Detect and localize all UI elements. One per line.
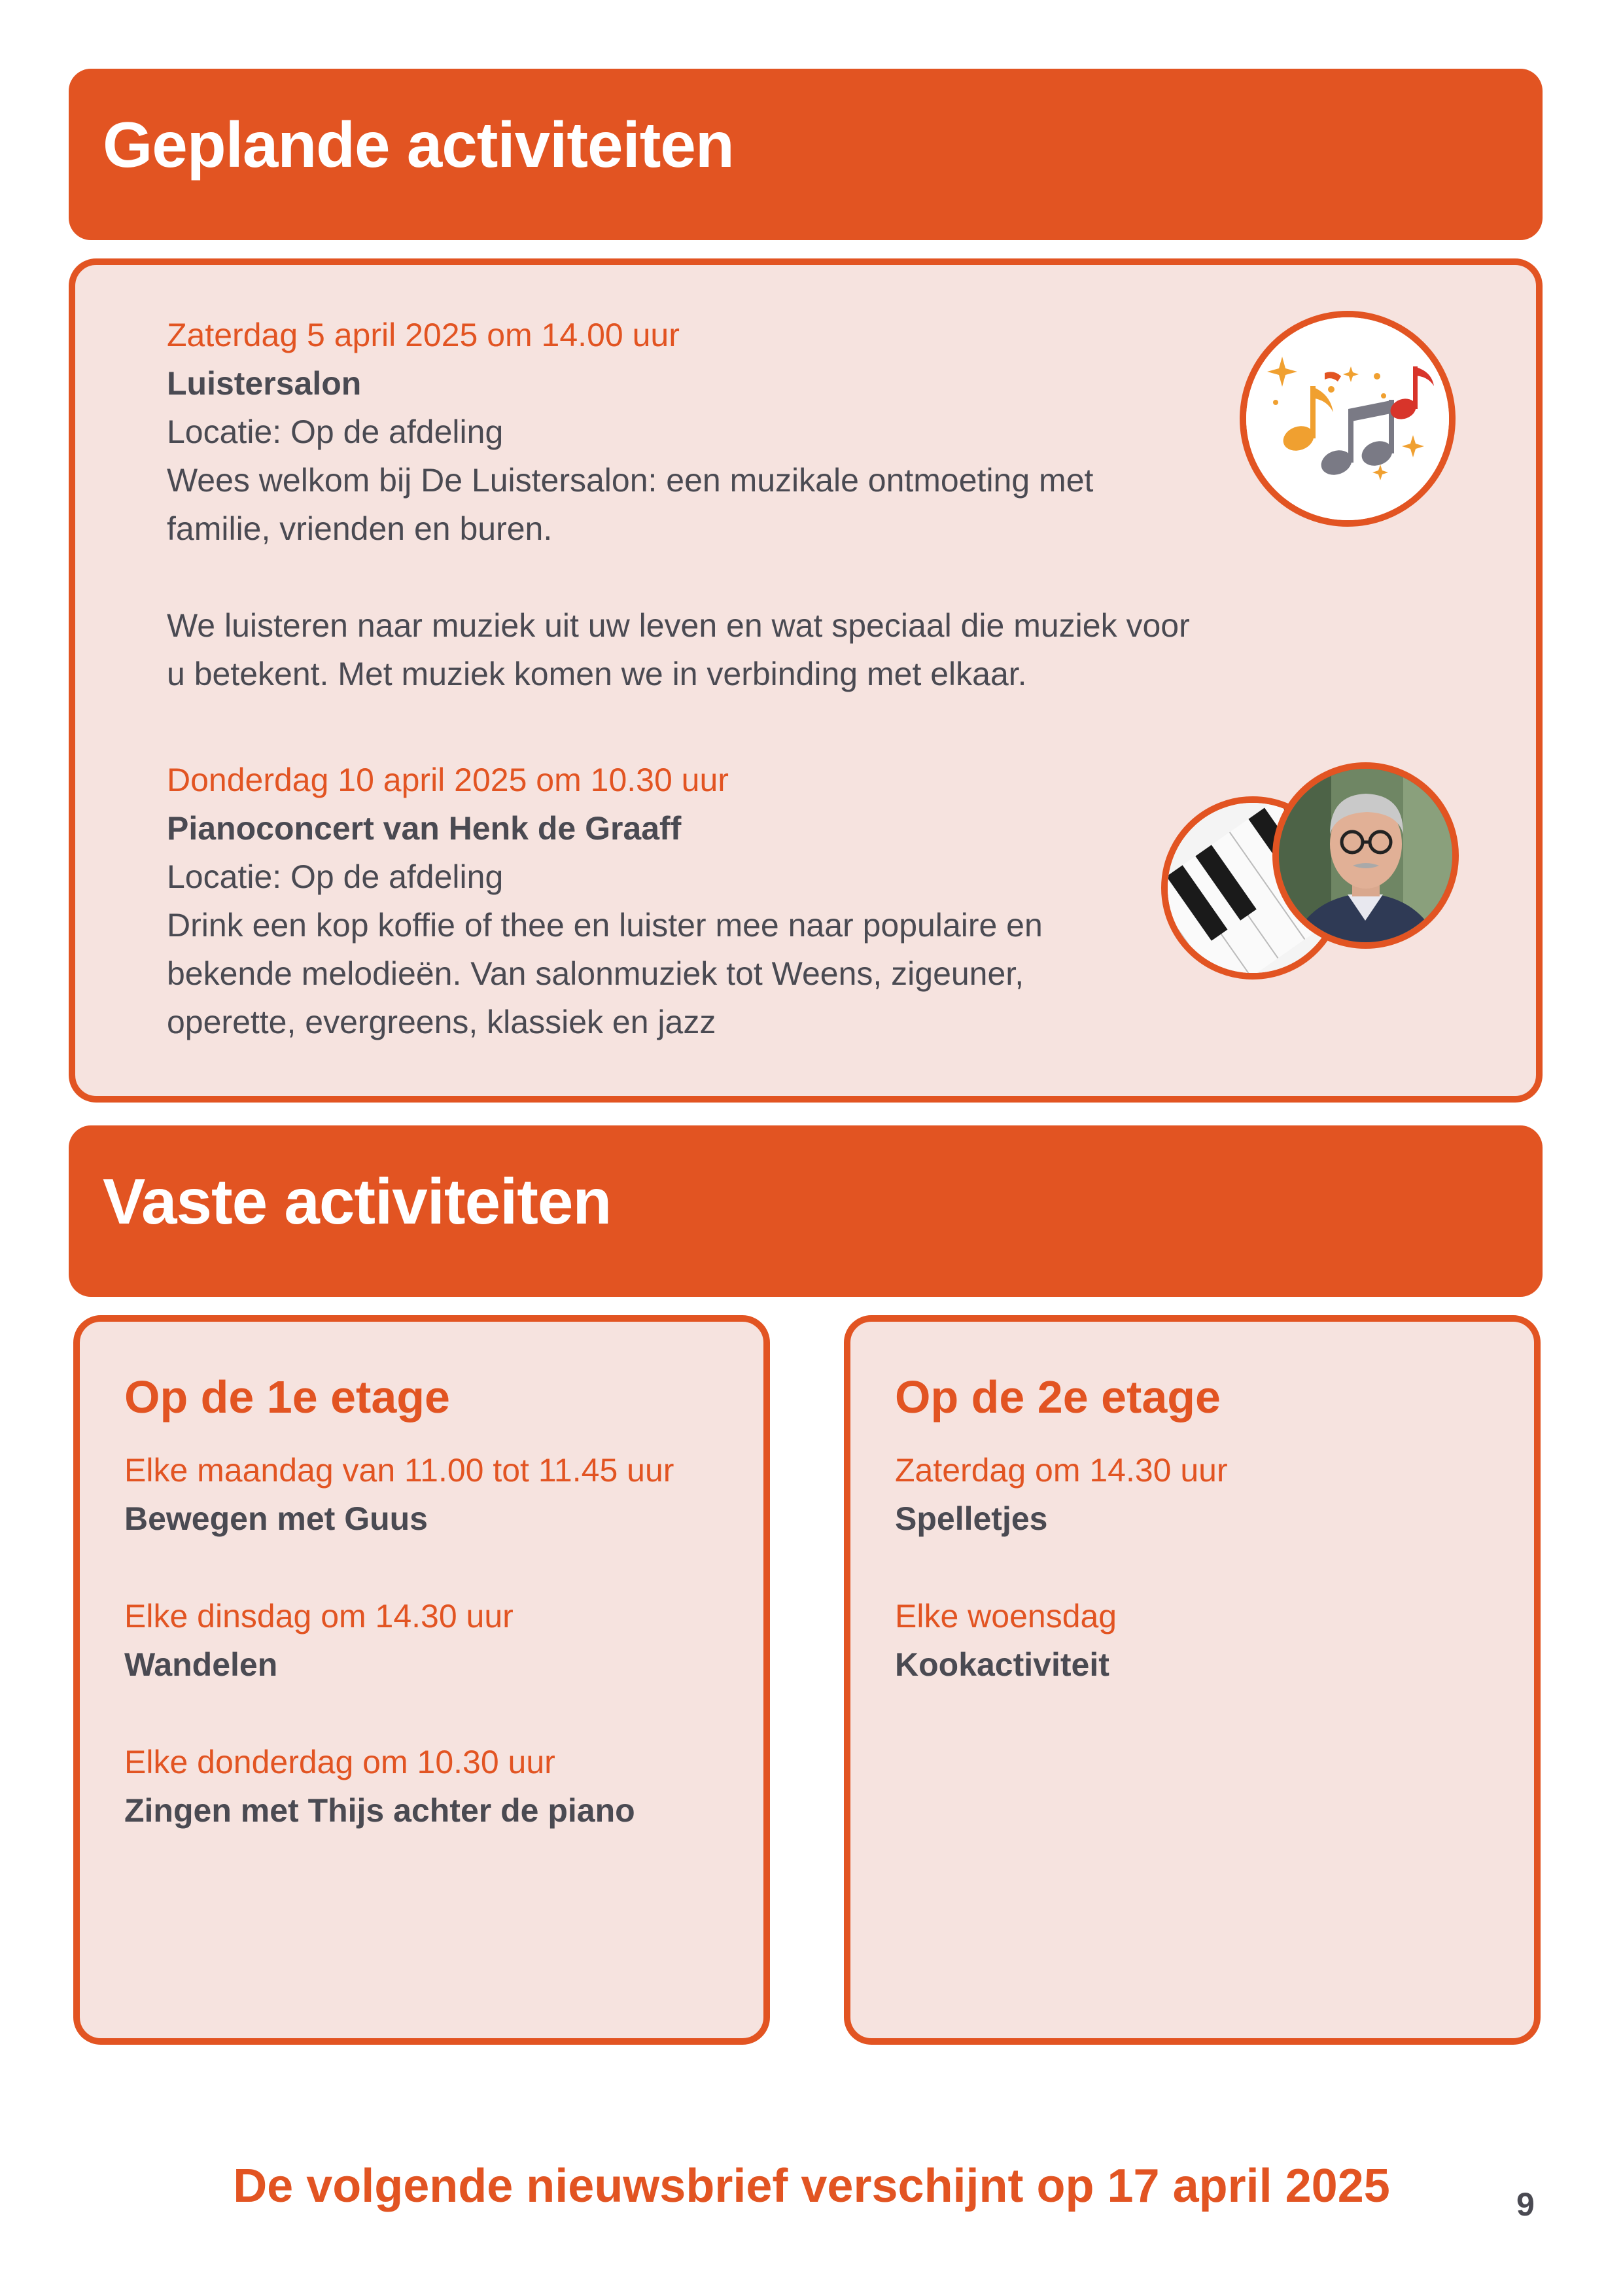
event-description-line: familie, vrienden en buren.	[167, 510, 553, 547]
event-luistersalon	[167, 311, 1279, 698]
activity-when: Elke donderdag om 10.30 uur	[124, 1744, 555, 1780]
event-description-line: operette, evergreens, klassiek en jazz	[167, 1004, 716, 1040]
floor2-panel	[844, 1315, 1541, 2045]
musician-portrait	[1272, 762, 1459, 949]
floor2-activity	[895, 1592, 1117, 1689]
page-number: 9	[1516, 2186, 1535, 2223]
event-description-line: Wees welkom bij De Luistersalon: een muzikale ontmoeting met	[167, 462, 1094, 499]
activity-when: Elke dinsdag om 14.30 uur	[124, 1598, 514, 1634]
planned-activities-heading: Geplande activiteiten	[103, 109, 734, 181]
floor1-activity	[124, 1446, 674, 1543]
planned-activities-panel	[69, 258, 1543, 1103]
event-title: Luistersalon	[167, 365, 362, 402]
floor1-panel	[73, 1315, 770, 2045]
floor2-title: Op de 2e etage	[895, 1371, 1221, 1422]
floor1-title: Op de 1e etage	[124, 1371, 450, 1422]
activity-what: Wandelen	[124, 1646, 278, 1683]
floor1-activity	[124, 1592, 514, 1689]
fixed-activities-heading: Vaste activiteiten	[103, 1165, 612, 1237]
planned-activities-header	[69, 69, 1543, 240]
event-description-line: bekende melodieën. Van salonmuziek tot Weens, zigeuner,	[167, 955, 1024, 992]
activity-when: Zaterdag om 14.30 uur	[895, 1452, 1228, 1489]
fixed-activities-header	[69, 1125, 1543, 1297]
event-description-line: u betekent. Met muziek komen we in verbinding met elkaar.	[167, 656, 1027, 692]
activity-when: Elke woensdag	[895, 1598, 1117, 1634]
floor1-activity	[124, 1738, 635, 1835]
activity-what: Zingen met Thijs achter de piano	[124, 1792, 635, 1829]
activity-what: Spelletjes	[895, 1500, 1048, 1537]
event-description-line: We luisteren naar muziek uit uw leven en wat speciaal die muziek voor	[167, 607, 1190, 644]
event-location: Locatie: Op de afdeling	[167, 414, 504, 450]
event-title: Pianoconcert van Henk de Graaff	[167, 810, 682, 847]
event-location: Locatie: Op de afdeling	[167, 858, 504, 895]
event-pianoconcert	[167, 756, 1279, 1046]
event-date: Donderdag 10 april 2025 om 10.30 uur	[167, 762, 729, 798]
activity-what: Bewegen met Guus	[124, 1500, 428, 1537]
floor2-activity	[895, 1446, 1228, 1543]
event-date: Zaterdag 5 april 2025 om 14.00 uur	[167, 317, 680, 353]
next-newsletter-note: De volgende nieuwsbrief verschijnt op 17 april 2025	[233, 2160, 1390, 2212]
activity-when: Elke maandag van 11.00 tot 11.45 uur	[124, 1452, 674, 1489]
music-notes-icon	[1240, 311, 1456, 527]
activity-what: Kookactiviteit	[895, 1646, 1109, 1683]
event-description-line: Drink een kop koffie of thee en luister mee naar populaire en	[167, 907, 1043, 944]
